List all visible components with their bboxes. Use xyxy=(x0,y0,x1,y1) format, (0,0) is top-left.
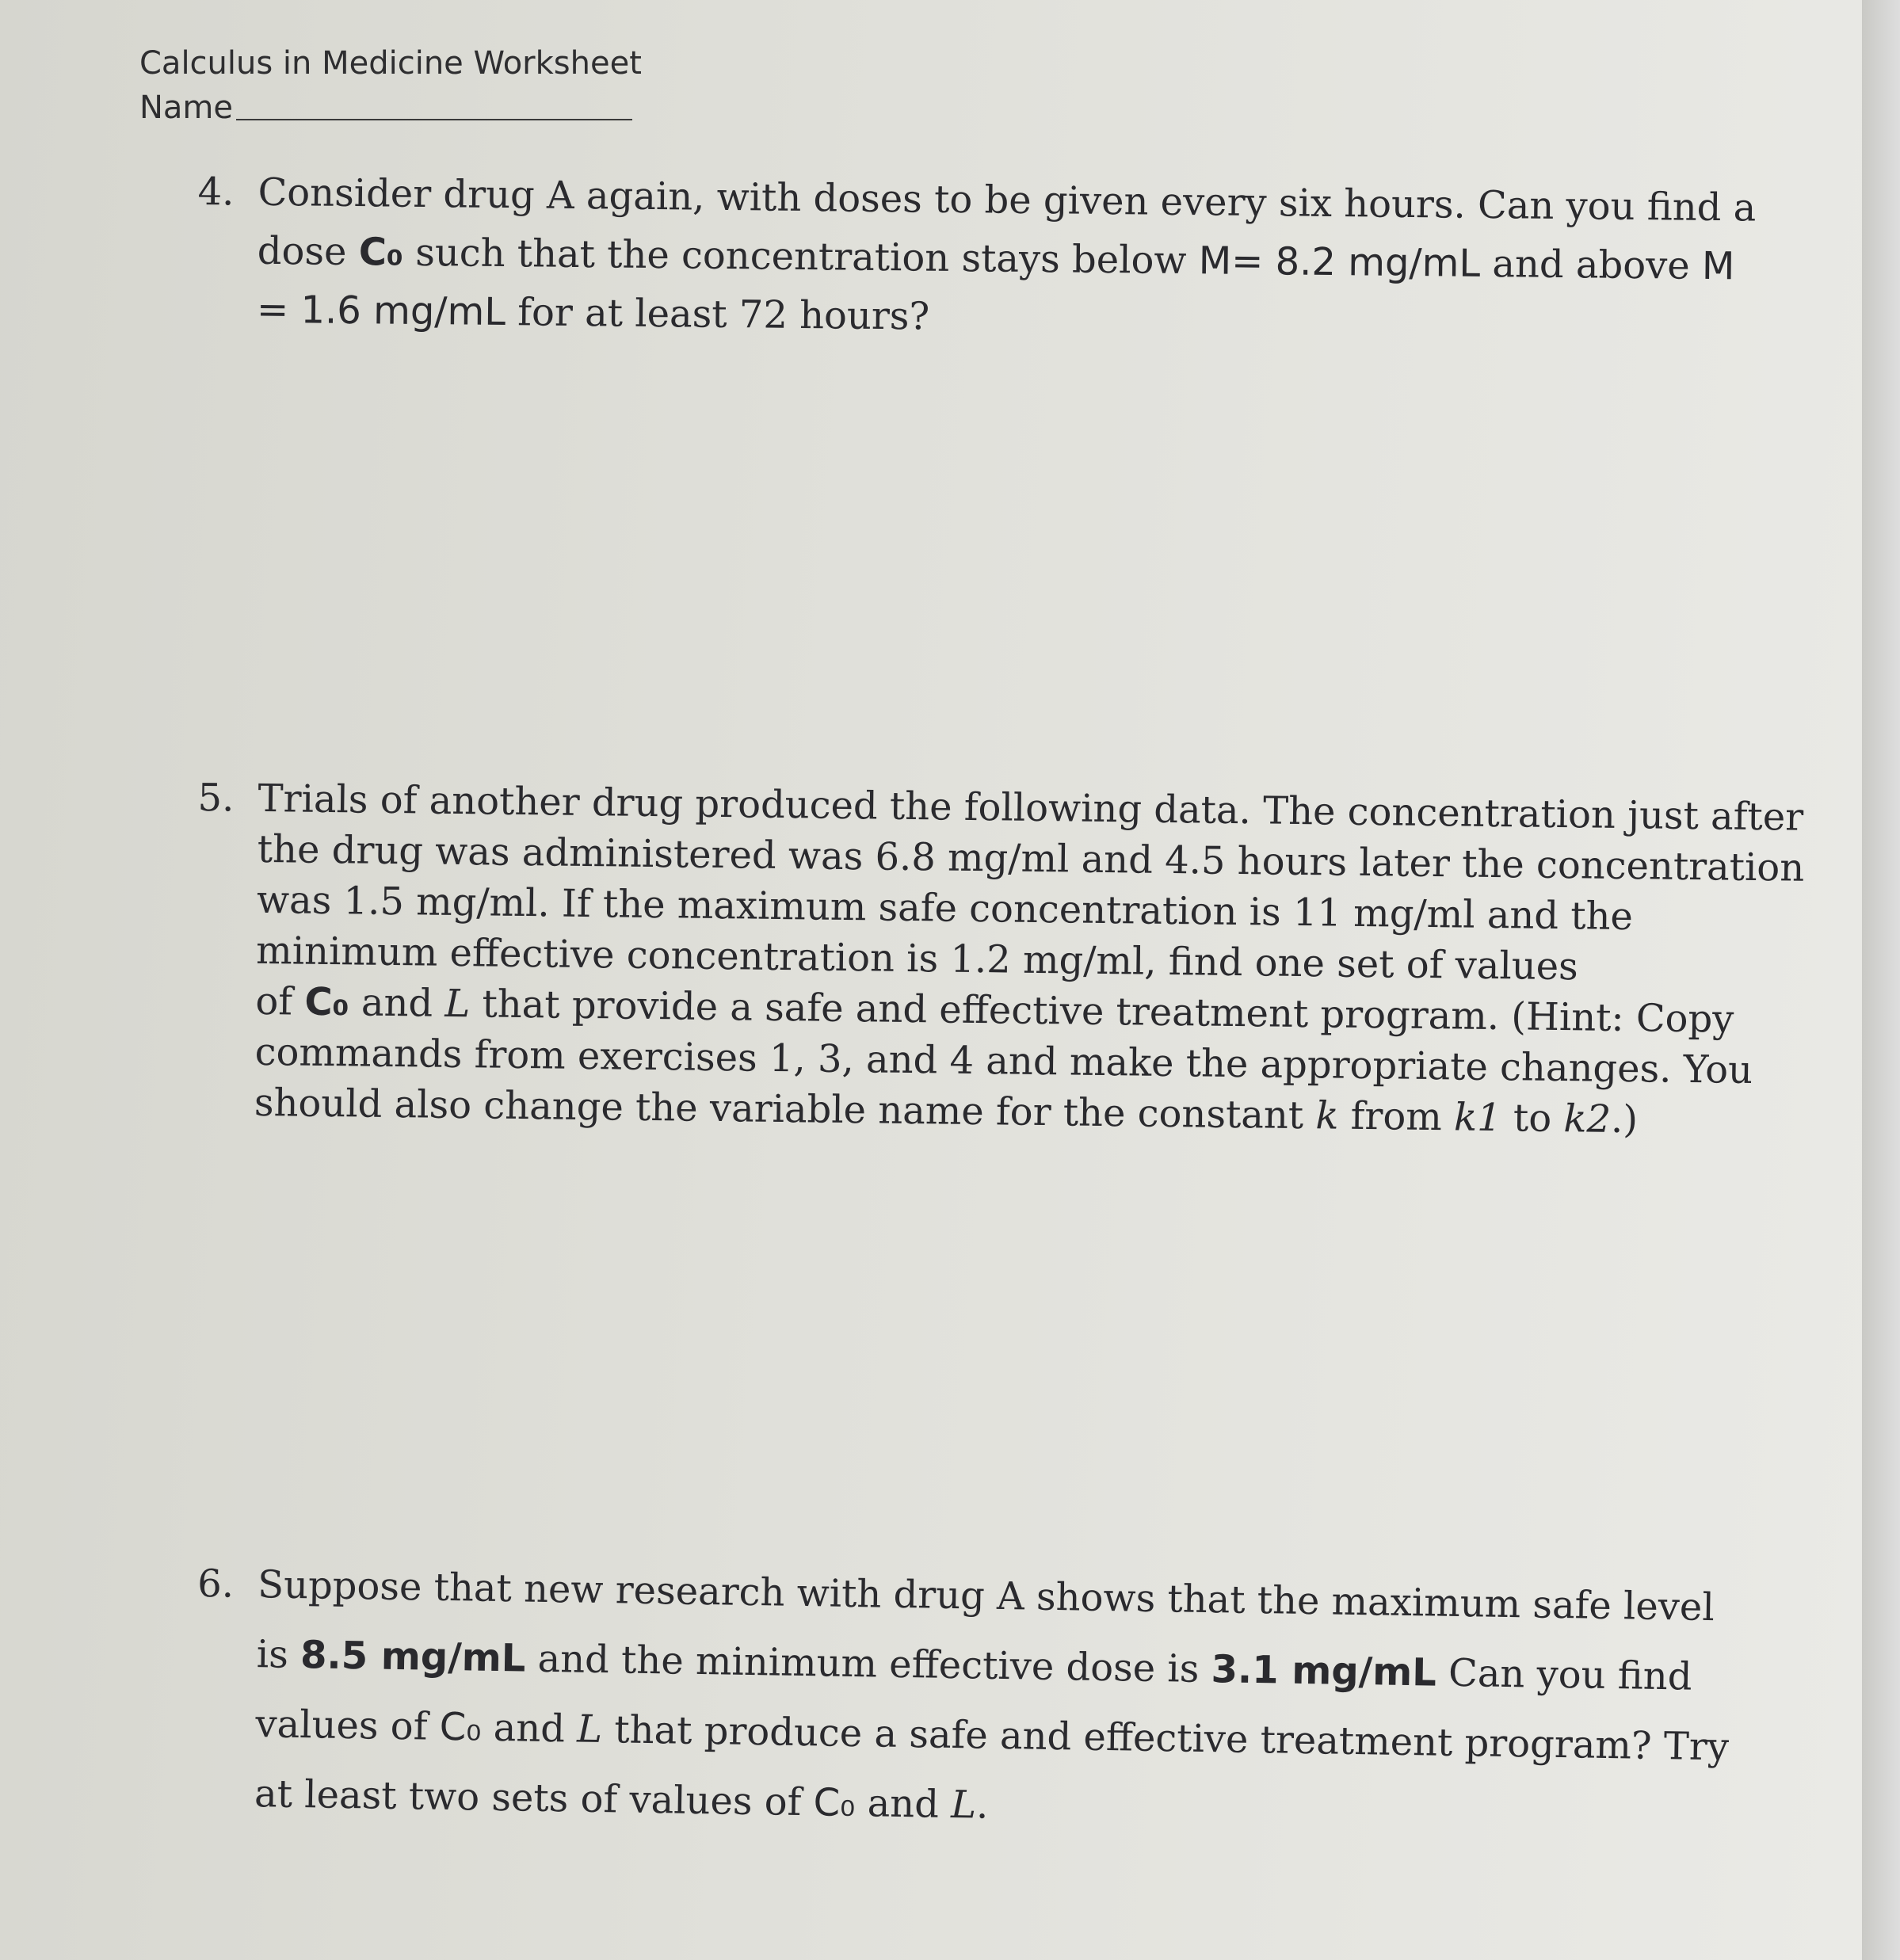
math-value: 8.5 mg/mL xyxy=(299,1633,526,1681)
question-text xyxy=(256,163,1757,354)
text-run: at least two sets of values of xyxy=(254,1771,815,1825)
text-run: of xyxy=(255,978,305,1024)
text-run: .) xyxy=(1610,1096,1639,1142)
text-run: minimum effective concentration is 1.2 mg/ml, find one set of values xyxy=(255,928,1579,990)
math-c0: C₀ xyxy=(358,230,404,275)
math-value: M= 8.2 mg/mL xyxy=(1198,238,1481,286)
text-run: and xyxy=(481,1705,578,1752)
question-4 xyxy=(196,162,1757,354)
text-run: and xyxy=(349,980,445,1026)
text-run: and above xyxy=(1479,241,1703,288)
text-run: was 1.5 mg/ml. If the maximum safe concentration is 11 mg/ml and the xyxy=(256,877,1634,940)
name-row xyxy=(139,86,642,130)
question-number: 6. xyxy=(196,1561,235,1607)
text-run: and xyxy=(854,1781,952,1827)
text-run: commands from exercises 1, 3, and 4 and make the appropriate changes. You xyxy=(254,1029,1753,1092)
worksheet-title: Calculus in Medicine Worksheet xyxy=(139,45,642,82)
question-5 xyxy=(194,772,1805,1146)
text-run: is xyxy=(256,1632,301,1678)
name-label: Name xyxy=(139,90,234,126)
math-k2: k2 xyxy=(1563,1096,1612,1142)
text-run: from xyxy=(1338,1093,1455,1140)
math-value: M xyxy=(1701,243,1735,289)
question-6 xyxy=(193,1549,1730,1851)
page-edge xyxy=(1862,0,1900,1960)
math-c0: C₀ xyxy=(813,1780,856,1826)
text-run: and the minimum effective dose is xyxy=(525,1636,1212,1692)
text-run: that produce a safe and effective treatment program? Try xyxy=(601,1707,1730,1770)
worksheet-header xyxy=(139,41,642,130)
math-l: L xyxy=(950,1782,977,1828)
math-l: L xyxy=(576,1706,603,1752)
math-value: 3.1 mg/mL xyxy=(1211,1647,1437,1695)
text-run: . xyxy=(975,1783,989,1828)
math-k: k xyxy=(1315,1093,1339,1138)
text-run: for at least 72 hours? xyxy=(505,290,930,339)
text-run: that provide a safe and effective treatment program. (Hint: Copy xyxy=(469,982,1734,1042)
text-run: the drug was administered was 6.8 mg/ml and 4.5 hours later the concentration xyxy=(257,826,1805,890)
math-l: L xyxy=(444,981,471,1027)
text-run: dose xyxy=(257,228,360,275)
math-k1: k1 xyxy=(1453,1095,1502,1141)
text-run: such that the concentration stays below xyxy=(403,230,1200,284)
math-c0: C₀ xyxy=(304,979,349,1025)
text-run: to xyxy=(1501,1096,1564,1142)
name-blank-line xyxy=(236,114,632,120)
math-value: = 1.6 mg/mL xyxy=(256,287,506,335)
text-run: Can you find xyxy=(1436,1650,1692,1699)
question-text xyxy=(254,773,1805,1146)
question-number: 5. xyxy=(197,775,235,821)
text-run: should also change the variable name for the constant xyxy=(254,1080,1316,1138)
text-run: Trials of another drug produced the following data. The concentration just after xyxy=(258,776,1804,840)
text-run: Consider drug A again, with doses to be given every six hours. Can you find a xyxy=(258,170,1757,231)
question-number: 4. xyxy=(197,169,235,215)
text-run: values of xyxy=(255,1702,441,1749)
text-run: Suppose that new research with drug A shows that the maximum safe level xyxy=(257,1562,1715,1630)
math-c0: C₀ xyxy=(439,1704,482,1750)
question-text xyxy=(254,1550,1730,1851)
